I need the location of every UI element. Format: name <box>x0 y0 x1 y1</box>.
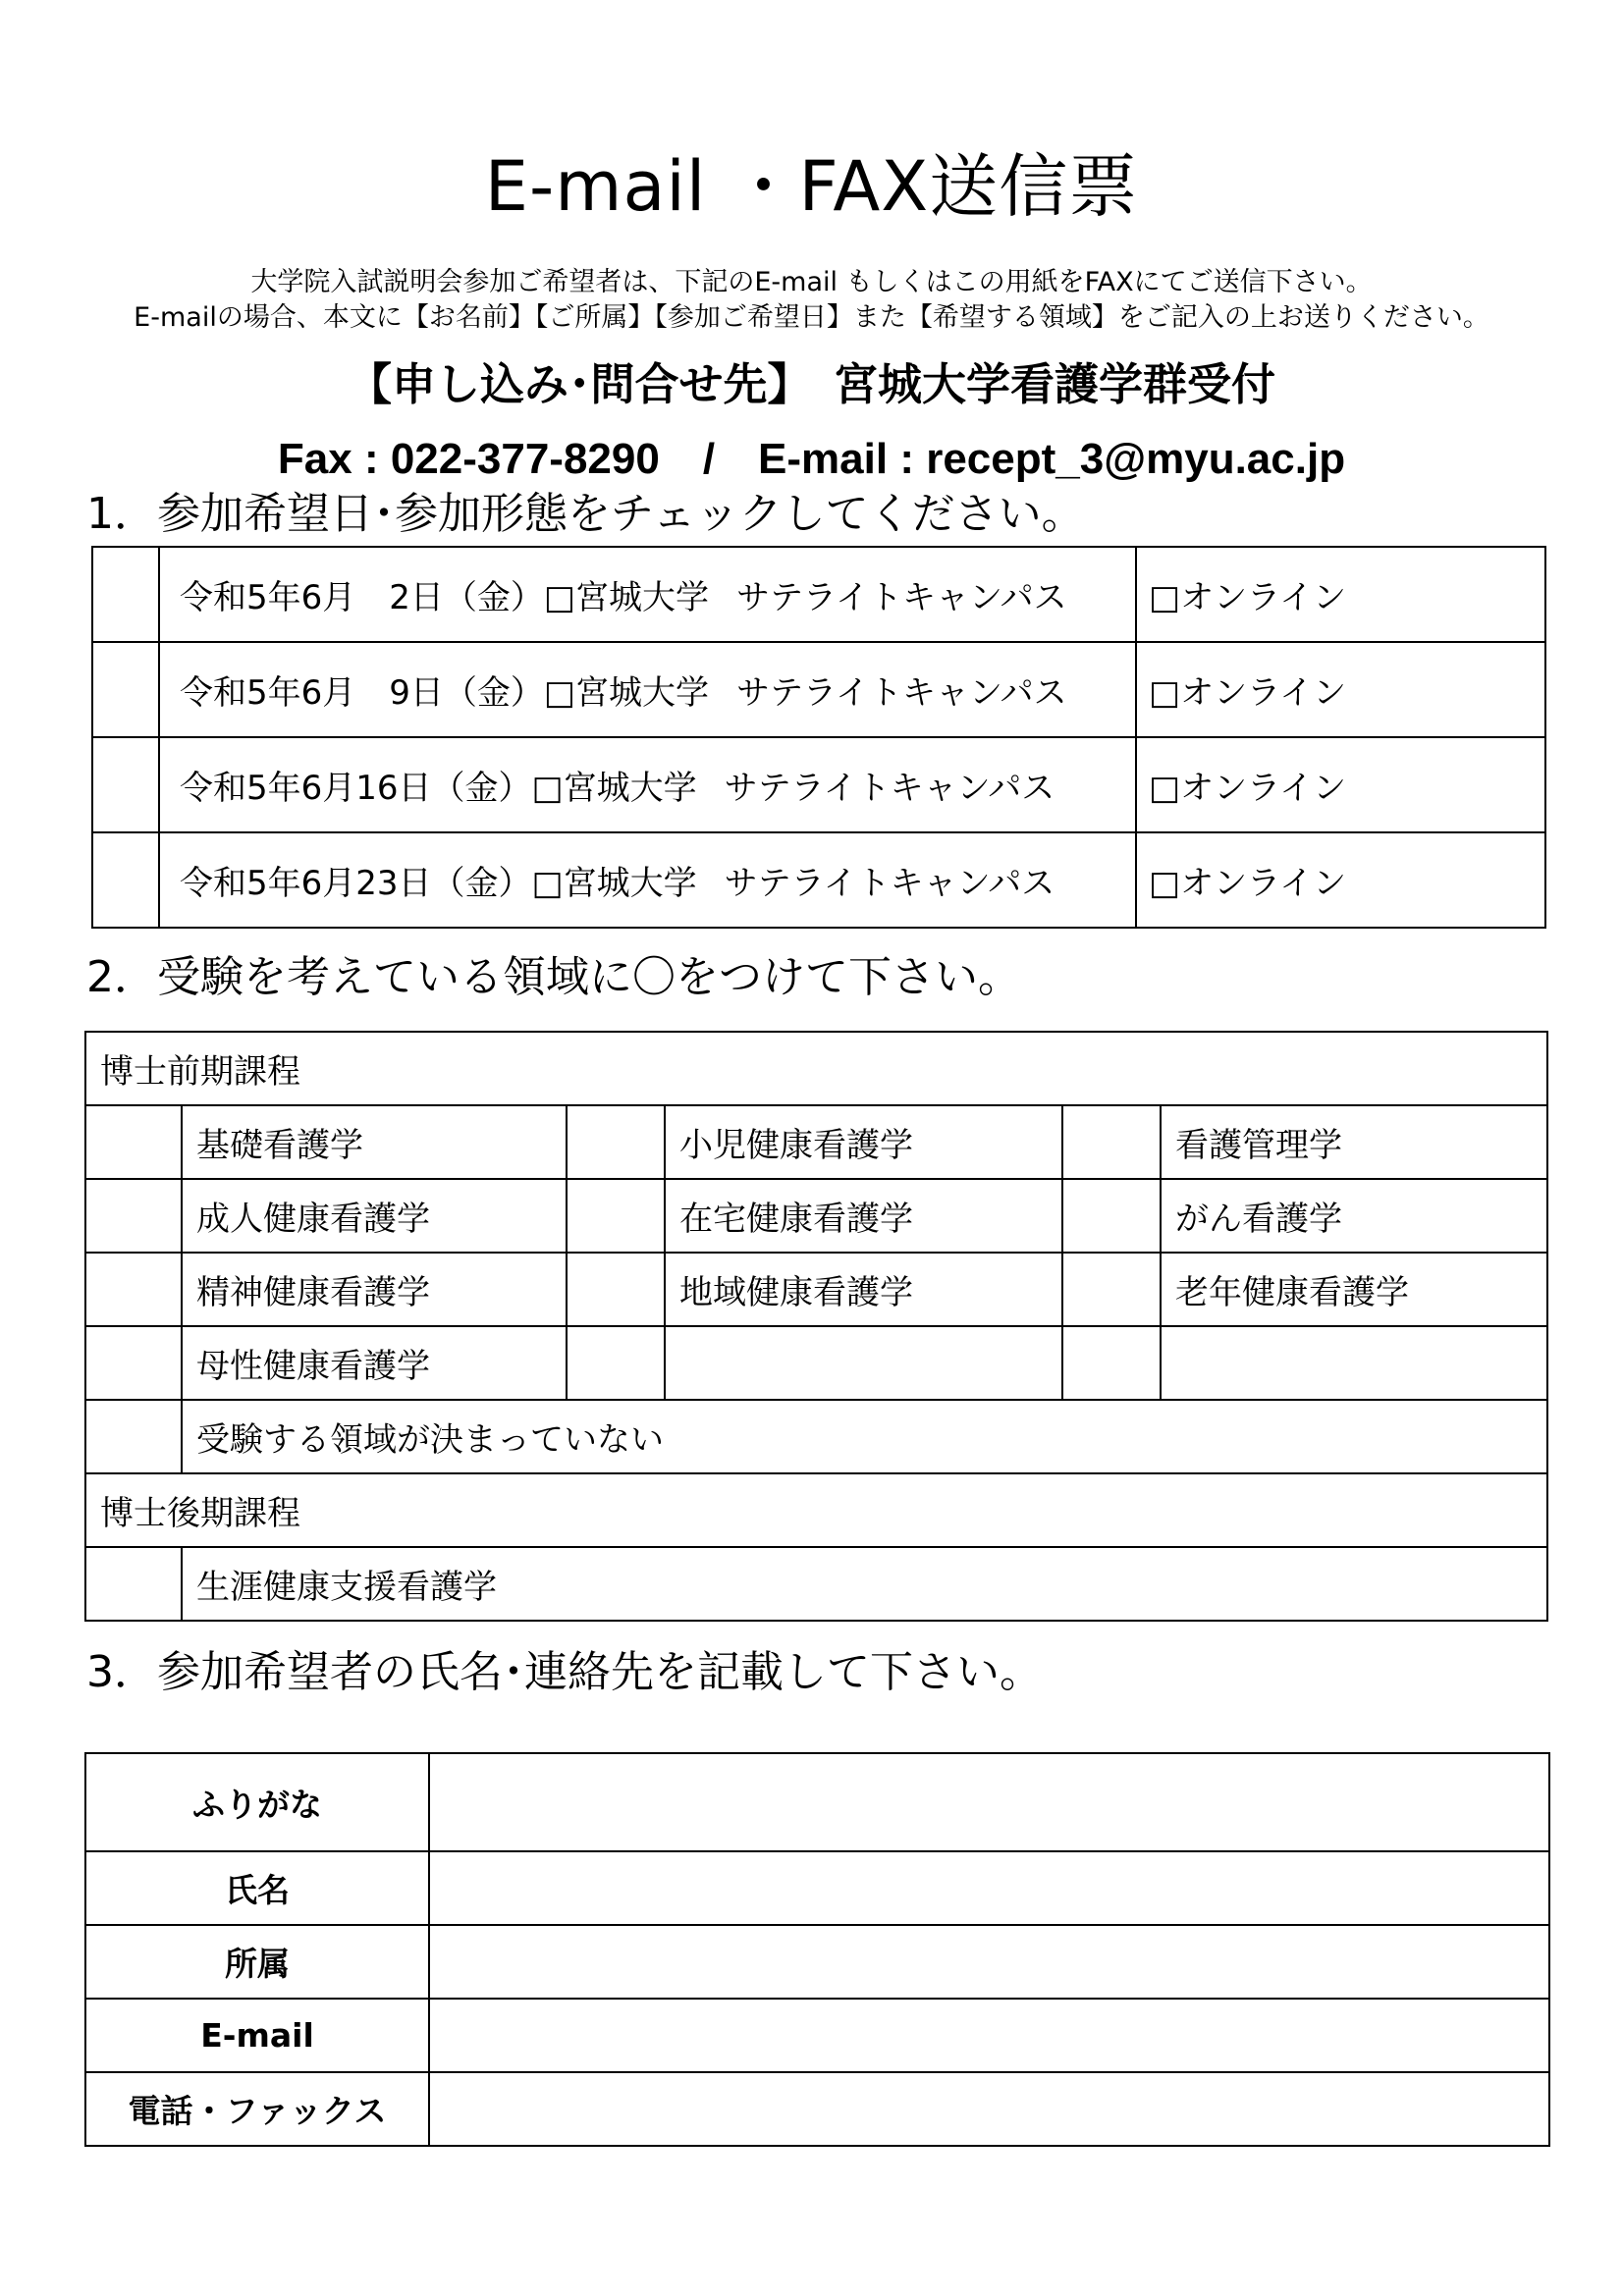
field-name: 地域健康看護学 <box>665 1253 1062 1326</box>
online-checkbox[interactable]: □オンライン <box>1136 832 1545 928</box>
field-mark-cell[interactable] <box>85 1105 182 1179</box>
date-row <box>92 547 1545 642</box>
field-row <box>85 1547 1547 1621</box>
date-text: 令和5年6月 9日（金） <box>180 673 544 713</box>
field-row <box>85 1253 1547 1326</box>
field-name: 成人健康看護学 <box>182 1179 567 1253</box>
field-mark-cell[interactable] <box>85 1179 182 1253</box>
section1-heading: 1．参加希望日･参加形態をチェックしてください。 <box>86 489 1085 539</box>
date-table <box>91 546 1546 929</box>
field-name-empty <box>665 1326 1062 1400</box>
email-field[interactable] <box>429 1999 1549 2072</box>
name-label: 氏名 <box>85 1851 429 1925</box>
field-mark-cell[interactable] <box>567 1326 665 1400</box>
online-checkbox[interactable]: □オンライン <box>1136 737 1545 832</box>
field-name: 母性健康看護学 <box>182 1326 567 1400</box>
date-checkbox[interactable] <box>92 547 159 642</box>
field-mark-cell[interactable] <box>1062 1326 1161 1400</box>
intro-line-2: E-mailの場合、本文に【お名前】【ご所属】【参加ご希望日】また【希望する領域】をご記入の上お送りください。 <box>134 302 1489 333</box>
master-course-label: 博士前期課程 <box>85 1032 1547 1105</box>
date-option <box>159 547 1136 642</box>
field-mark-cell[interactable] <box>1062 1179 1161 1253</box>
campus-checkbox[interactable]: □宮城大学 <box>543 673 710 713</box>
page-title: E-mail ・FAX送信票 <box>484 146 1139 227</box>
field-mark-cell[interactable] <box>85 1253 182 1326</box>
affiliation-field[interactable] <box>429 1925 1549 1999</box>
contact-form-table <box>84 1752 1550 2147</box>
field-row <box>85 1326 1547 1400</box>
campus-type: サテライトキャンパス <box>724 769 1055 808</box>
field-row <box>85 1105 1547 1179</box>
intro-line-1: 大学院入試説明会参加ご希望者は、下記のE-mail もしくはこの用紙をFAXにてご送信下さい。 <box>250 267 1373 297</box>
phone-fax-field[interactable] <box>429 2072 1549 2146</box>
field-name: 在宅健康看護学 <box>665 1179 1062 1253</box>
field-name: 小児健康看護学 <box>665 1105 1062 1179</box>
field-mark-cell[interactable] <box>567 1105 665 1179</box>
date-text: 令和5年6月16日（金） <box>180 769 532 808</box>
date-option <box>159 832 1136 928</box>
affiliation-label: 所属 <box>85 1925 429 1999</box>
field-name: 看護管理学 <box>1161 1105 1547 1179</box>
field-mark-cell[interactable] <box>1062 1253 1161 1326</box>
furigana-field[interactable] <box>429 1753 1549 1851</box>
field-table <box>84 1031 1548 1622</box>
email-label: E-mail <box>85 1999 429 2072</box>
field-name: 基礎看護学 <box>182 1105 567 1179</box>
contact-details: Fax : 022-377-8290 / E-mail : recept_3@myu.ac.jp <box>277 435 1346 483</box>
date-row <box>92 737 1545 832</box>
undecided-option: 受験する領域が決まっていない <box>182 1400 1547 1473</box>
field-mark-cell[interactable] <box>1062 1105 1161 1179</box>
date-row <box>92 642 1545 737</box>
campus-checkbox[interactable]: □宮城大学 <box>543 578 710 617</box>
field-mark-cell[interactable] <box>567 1179 665 1253</box>
contact-heading: 【申し込み･問合せ先】 宮城大学看護学群受付 <box>347 358 1275 410</box>
field-name: がん看護学 <box>1161 1179 1547 1253</box>
campus-type: サテライトキャンパス <box>736 673 1067 713</box>
field-mark-cell[interactable] <box>85 1400 182 1473</box>
doctor-course-label: 博士後期課程 <box>85 1473 1547 1547</box>
date-option <box>159 737 1136 832</box>
furigana-label: ふりがな <box>85 1753 429 1851</box>
date-text: 令和5年6月23日（金） <box>180 864 532 903</box>
phone-fax-label: 電話・ファックス <box>85 2072 429 2146</box>
field-mark-cell[interactable] <box>567 1253 665 1326</box>
date-text: 令和5年6月 2日（金） <box>180 578 544 617</box>
name-field[interactable] <box>429 1851 1549 1925</box>
online-checkbox[interactable]: □オンライン <box>1136 547 1545 642</box>
field-mark-cell[interactable] <box>85 1547 182 1621</box>
campus-type: サテライトキャンパス <box>724 864 1055 903</box>
date-option <box>159 642 1136 737</box>
date-checkbox[interactable] <box>92 832 159 928</box>
section3-heading: 3．参加希望者の氏名･連絡先を記載して下さい。 <box>86 1647 1043 1697</box>
field-row <box>85 1179 1547 1253</box>
online-checkbox[interactable]: □オンライン <box>1136 642 1545 737</box>
section2-heading: 2．受験を考えている領域に〇をつけて下さい。 <box>86 952 1021 1002</box>
field-mark-cell[interactable] <box>85 1326 182 1400</box>
campus-checkbox[interactable]: □宮城大学 <box>531 864 697 903</box>
date-checkbox[interactable] <box>92 642 159 737</box>
field-name: 精神健康看護学 <box>182 1253 567 1326</box>
date-checkbox[interactable] <box>92 737 159 832</box>
field-name: 老年健康看護学 <box>1161 1253 1547 1326</box>
field-row <box>85 1400 1547 1473</box>
campus-checkbox[interactable]: □宮城大学 <box>531 769 697 808</box>
date-row <box>92 832 1545 928</box>
field-name-empty <box>1161 1326 1547 1400</box>
doctor-field-name: 生涯健康支援看護学 <box>182 1547 1547 1621</box>
campus-type: サテライトキャンパス <box>736 578 1067 617</box>
